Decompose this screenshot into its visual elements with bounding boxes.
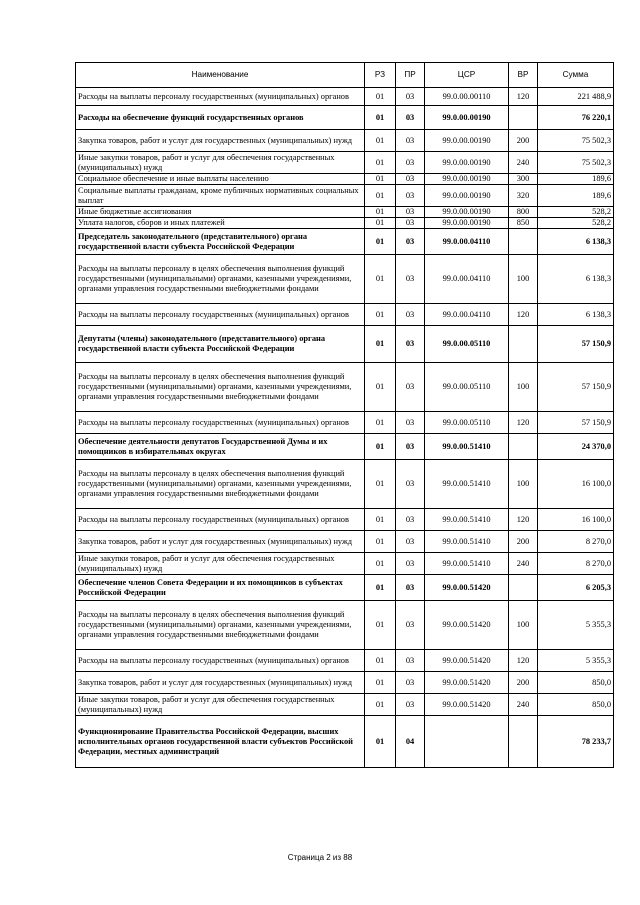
cell-rz: 01 <box>365 412 396 434</box>
table-row <box>76 575 614 601</box>
cell-vr: 300 <box>509 174 538 185</box>
cell-name: Расходы на выплаты персоналу государственных (муниципальных) органов <box>76 304 365 326</box>
cell-pr: 03 <box>396 531 425 553</box>
cell-vr: 800 <box>509 207 538 218</box>
table-row <box>76 106 614 130</box>
cell-pr: 03 <box>396 174 425 185</box>
cell-sum: 16 100,0 <box>538 509 614 531</box>
cell-csr: 99.0.00.05110 <box>425 326 509 363</box>
cell-name: Депутаты (члены) законодательного (представительного) органа государственной власти субъекта Российской Федерации <box>76 326 365 363</box>
table-row <box>76 152 614 174</box>
cell-name: Расходы на выплаты персоналу в целях обеспечения выполнения функций государственными (муниципальными) органами, казенными учреждениями, органами управления государственными внебюджетными фондами <box>76 363 365 412</box>
cell-vr <box>509 229 538 255</box>
cell-name: Обеспечение членов Совета Федерации и их помощников в субъектах Российской Федерации <box>76 575 365 601</box>
cell-pr: 03 <box>396 672 425 694</box>
cell-sum: 57 150,9 <box>538 326 614 363</box>
cell-vr <box>509 575 538 601</box>
table-row <box>76 363 614 412</box>
table-row <box>76 255 614 304</box>
cell-name: Социальное обеспечение и иные выплаты населению <box>76 174 365 185</box>
cell-sum: 850,0 <box>538 672 614 694</box>
cell-name: Обеспечение деятельности депутатов Государственной Думы и их помощников в избирательных округах <box>76 434 365 460</box>
cell-pr: 03 <box>396 207 425 218</box>
table-row <box>76 460 614 509</box>
cell-pr: 03 <box>396 304 425 326</box>
cell-vr <box>509 326 538 363</box>
table-row <box>76 601 614 650</box>
table-row <box>76 326 614 363</box>
table-row <box>76 207 614 218</box>
cell-sum: 8 270,0 <box>538 553 614 575</box>
cell-pr: 03 <box>396 152 425 174</box>
cell-sum: 57 150,9 <box>538 412 614 434</box>
table-row <box>76 218 614 229</box>
cell-rz: 01 <box>365 106 396 130</box>
cell-vr: 120 <box>509 304 538 326</box>
cell-vr: 120 <box>509 650 538 672</box>
table-body <box>76 88 614 768</box>
cell-vr: 320 <box>509 185 538 207</box>
page-number: Страница 2 из 88 <box>287 853 353 862</box>
cell-name: Расходы на выплаты персоналу государственных (муниципальных) органов <box>76 650 365 672</box>
header-sum: Сумма <box>538 63 614 88</box>
cell-pr: 03 <box>396 412 425 434</box>
cell-pr: 03 <box>396 650 425 672</box>
cell-pr: 03 <box>396 130 425 152</box>
cell-rz: 01 <box>365 575 396 601</box>
cell-csr: 99.0.00.51410 <box>425 509 509 531</box>
cell-csr: 99.0.00.00190 <box>425 218 509 229</box>
cell-sum: 6 138,3 <box>538 229 614 255</box>
header-pr: ПР <box>396 63 425 88</box>
cell-name: Закупка товаров, работ и услуг для государственных (муниципальных) нужд <box>76 672 365 694</box>
cell-sum: 6 138,3 <box>538 255 614 304</box>
cell-name: Закупка товаров, работ и услуг для государственных (муниципальных) нужд <box>76 130 365 152</box>
table-row <box>76 553 614 575</box>
cell-pr: 03 <box>396 185 425 207</box>
header-name: Наименование <box>76 63 365 88</box>
cell-csr: 99.0.00.00190 <box>425 185 509 207</box>
table-row <box>76 412 614 434</box>
cell-csr <box>425 716 509 768</box>
cell-csr: 99.0.00.00190 <box>425 106 509 130</box>
table-row <box>76 88 614 106</box>
cell-csr: 99.0.00.00190 <box>425 130 509 152</box>
cell-sum: 528,2 <box>538 218 614 229</box>
cell-pr: 03 <box>396 434 425 460</box>
cell-rz: 01 <box>365 130 396 152</box>
cell-name: Функционирование Правительства Российской Федерации, высших исполнительных органов государственной власти субъектов Российской Федерации, местных администраций <box>76 716 365 768</box>
cell-sum: 850,0 <box>538 694 614 716</box>
cell-rz: 01 <box>365 694 396 716</box>
cell-pr: 03 <box>396 106 425 130</box>
cell-pr: 03 <box>396 229 425 255</box>
cell-rz: 01 <box>365 716 396 768</box>
cell-name: Уплата налогов, сборов и иных платежей <box>76 218 365 229</box>
cell-rz: 01 <box>365 152 396 174</box>
cell-pr: 03 <box>396 509 425 531</box>
cell-vr: 200 <box>509 130 538 152</box>
cell-rz: 01 <box>365 255 396 304</box>
cell-vr: 100 <box>509 363 538 412</box>
table-row <box>76 694 614 716</box>
cell-sum: 75 502,3 <box>538 152 614 174</box>
cell-csr: 99.0.00.51410 <box>425 460 509 509</box>
cell-vr <box>509 716 538 768</box>
cell-sum: 24 370,0 <box>538 434 614 460</box>
cell-vr: 850 <box>509 218 538 229</box>
cell-name: Расходы на выплаты персоналу в целях обеспечения выполнения функций государственными (муниципальными) органами, казенными учреждениями, органами управления государственными внебюджетными фондами <box>76 460 365 509</box>
cell-pr: 03 <box>396 553 425 575</box>
cell-vr: 240 <box>509 152 538 174</box>
table-row <box>76 130 614 152</box>
cell-rz: 01 <box>365 434 396 460</box>
cell-sum: 189,6 <box>538 174 614 185</box>
cell-pr: 04 <box>396 716 425 768</box>
cell-rz: 01 <box>365 185 396 207</box>
cell-name: Расходы на выплаты персоналу государственных (муниципальных) органов <box>76 412 365 434</box>
cell-rz: 01 <box>365 88 396 106</box>
cell-csr: 99.0.00.51410 <box>425 434 509 460</box>
cell-name: Иные закупки товаров, работ и услуг для обеспечения государственных (муниципальных) нужд <box>76 553 365 575</box>
cell-sum: 5 355,3 <box>538 601 614 650</box>
cell-name: Расходы на выплаты персоналу государственных (муниципальных) органов <box>76 509 365 531</box>
cell-vr <box>509 434 538 460</box>
cell-rz: 01 <box>365 531 396 553</box>
cell-name: Иные бюджетные ассигнования <box>76 207 365 218</box>
cell-name: Расходы на обеспечение функций государственных органов <box>76 106 365 130</box>
cell-rz: 01 <box>365 460 396 509</box>
table-row <box>76 531 614 553</box>
cell-csr: 99.0.00.04110 <box>425 229 509 255</box>
cell-csr: 99.0.00.51410 <box>425 553 509 575</box>
cell-rz: 01 <box>365 207 396 218</box>
table-row <box>76 304 614 326</box>
cell-vr: 100 <box>509 255 538 304</box>
budget-table <box>75 62 614 768</box>
cell-vr: 240 <box>509 553 538 575</box>
cell-sum: 8 270,0 <box>538 531 614 553</box>
cell-pr: 03 <box>396 694 425 716</box>
cell-csr: 99.0.00.51420 <box>425 575 509 601</box>
cell-pr: 03 <box>396 255 425 304</box>
cell-rz: 01 <box>365 553 396 575</box>
cell-sum: 6 138,3 <box>538 304 614 326</box>
cell-name: Иные закупки товаров, работ и услуг для обеспечения государственных (муниципальных) нужд <box>76 152 365 174</box>
cell-vr: 240 <box>509 694 538 716</box>
header-rz: РЗ <box>365 63 396 88</box>
cell-rz: 01 <box>365 509 396 531</box>
cell-rz: 01 <box>365 326 396 363</box>
cell-sum: 221 488,9 <box>538 88 614 106</box>
cell-sum: 189,6 <box>538 185 614 207</box>
cell-rz: 01 <box>365 218 396 229</box>
cell-sum: 528,2 <box>538 207 614 218</box>
cell-csr: 99.0.00.05110 <box>425 363 509 412</box>
table-row <box>76 185 614 207</box>
cell-csr: 99.0.00.00110 <box>425 88 509 106</box>
cell-rz: 01 <box>365 304 396 326</box>
cell-csr: 99.0.00.00190 <box>425 174 509 185</box>
cell-csr: 99.0.00.51420 <box>425 694 509 716</box>
cell-csr: 99.0.00.05110 <box>425 412 509 434</box>
table-header-row <box>76 63 614 88</box>
cell-sum: 78 233,7 <box>538 716 614 768</box>
cell-vr: 100 <box>509 460 538 509</box>
cell-rz: 01 <box>365 672 396 694</box>
cell-name: Иные закупки товаров, работ и услуг для обеспечения государственных (муниципальных) нужд <box>76 694 365 716</box>
cell-name: Расходы на выплаты персоналу в целях обеспечения выполнения функций государственными (муниципальными) органами, казенными учреждениями, органами управления государственными внебюджетными фондами <box>76 255 365 304</box>
header-csr: ЦСР <box>425 63 509 88</box>
table-row <box>76 672 614 694</box>
cell-name: Расходы на выплаты персоналу государственных (муниципальных) органов <box>76 88 365 106</box>
cell-csr: 99.0.00.04110 <box>425 255 509 304</box>
cell-pr: 03 <box>396 88 425 106</box>
header-vr: ВР <box>509 63 538 88</box>
cell-name: Расходы на выплаты персоналу в целях обеспечения выполнения функций государственными (муниципальными) органами, казенными учреждениями, органами управления государственными внебюджетными фондами <box>76 601 365 650</box>
cell-pr: 03 <box>396 460 425 509</box>
cell-vr: 120 <box>509 412 538 434</box>
cell-pr: 03 <box>396 326 425 363</box>
cell-rz: 01 <box>365 650 396 672</box>
cell-sum: 75 502,3 <box>538 130 614 152</box>
cell-pr: 03 <box>396 575 425 601</box>
cell-sum: 6 205,3 <box>538 575 614 601</box>
cell-vr: 200 <box>509 531 538 553</box>
cell-vr <box>509 106 538 130</box>
cell-rz: 01 <box>365 174 396 185</box>
cell-pr: 03 <box>396 601 425 650</box>
table-row <box>76 716 614 768</box>
table-row <box>76 174 614 185</box>
cell-name: Закупка товаров, работ и услуг для государственных (муниципальных) нужд <box>76 531 365 553</box>
cell-csr: 99.0.00.00190 <box>425 152 509 174</box>
cell-vr: 200 <box>509 672 538 694</box>
cell-name: Председатель законодательного (представительного) органа государственной власти субъекта Российской Федерации <box>76 229 365 255</box>
cell-name: Социальные выплаты гражданам, кроме публичных нормативных социальных выплат <box>76 185 365 207</box>
cell-pr: 03 <box>396 218 425 229</box>
cell-csr: 99.0.00.00190 <box>425 207 509 218</box>
cell-vr: 120 <box>509 509 538 531</box>
table-row <box>76 650 614 672</box>
cell-rz: 01 <box>365 601 396 650</box>
cell-rz: 01 <box>365 229 396 255</box>
cell-sum: 16 100,0 <box>538 460 614 509</box>
cell-csr: 99.0.00.51420 <box>425 601 509 650</box>
cell-csr: 99.0.00.04110 <box>425 304 509 326</box>
cell-sum: 5 355,3 <box>538 650 614 672</box>
cell-sum: 76 220,1 <box>538 106 614 130</box>
cell-csr: 99.0.00.51420 <box>425 672 509 694</box>
table-row <box>76 434 614 460</box>
table-row <box>76 229 614 255</box>
table-row <box>76 509 614 531</box>
cell-rz: 01 <box>365 363 396 412</box>
cell-sum: 57 150,9 <box>538 363 614 412</box>
cell-pr: 03 <box>396 363 425 412</box>
cell-vr: 120 <box>509 88 538 106</box>
cell-csr: 99.0.00.51420 <box>425 650 509 672</box>
cell-csr: 99.0.00.51410 <box>425 531 509 553</box>
cell-vr: 100 <box>509 601 538 650</box>
